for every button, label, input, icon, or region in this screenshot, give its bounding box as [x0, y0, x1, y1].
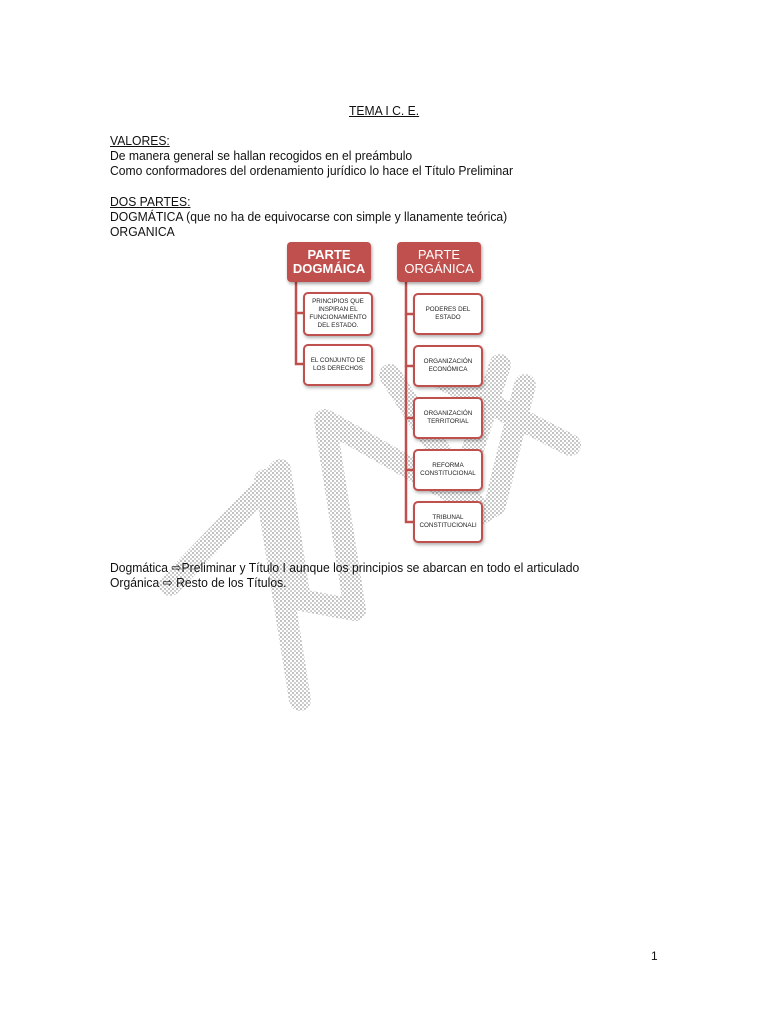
organica-node: ORGANIZACIÓN ECONÓMICA	[413, 345, 483, 387]
parte-organica-header: PARTE ORGÁNICA	[397, 242, 481, 282]
dogmatica-node: PRINCIPIOS QUE INSPIRAN EL FUNCIONAMIENTO DEL ESTADO.	[303, 292, 373, 336]
resumen-line	[110, 560, 579, 575]
arrow-right-icon: ⇨	[162, 575, 173, 590]
dos-partes-line: DOGMÁTICA (que no ha de equivocarse con simple y llanamente teórica)	[110, 209, 508, 224]
valores-line: De manera general se hallan recogidos en el preámbulo	[110, 148, 413, 163]
organica-node: REFORMA CONSTITUCIONAL	[413, 449, 483, 491]
dos-partes-line: ORGANICA	[110, 224, 175, 239]
organica-node: PODERES DEL ESTADO	[413, 293, 483, 335]
resumen-text: Preliminar y Título I aunque los principios se abarcan en todo el articulado	[181, 560, 580, 575]
page-title: TEMA I C. E.	[349, 103, 420, 118]
resumen-label: Orgánica	[110, 575, 160, 590]
valores-heading: VALORES:	[110, 133, 170, 148]
arrow-right-icon: ⇨	[171, 560, 182, 575]
valores-line: Como conformadores del ordenamiento jurídico lo hace el Título Preliminar	[110, 163, 514, 178]
parte-dogmatica-header: PARTE DOGMÁICA	[287, 242, 371, 282]
dogmatica-node: EL CONJUNTO DE LOS DERECHOS	[303, 344, 373, 386]
resumen-text: Resto de los Títulos.	[176, 575, 287, 590]
resumen-line	[110, 575, 287, 590]
organica-node: TRIBUNAL CONSTITUCIONALl	[413, 501, 483, 543]
page-number: 1	[651, 949, 658, 963]
dos-partes-heading: DOS PARTES:	[110, 194, 191, 209]
organica-node: ORGANIZACIÓN TERRITORIAL	[413, 397, 483, 439]
resumen-label: Dogmática	[110, 560, 169, 575]
